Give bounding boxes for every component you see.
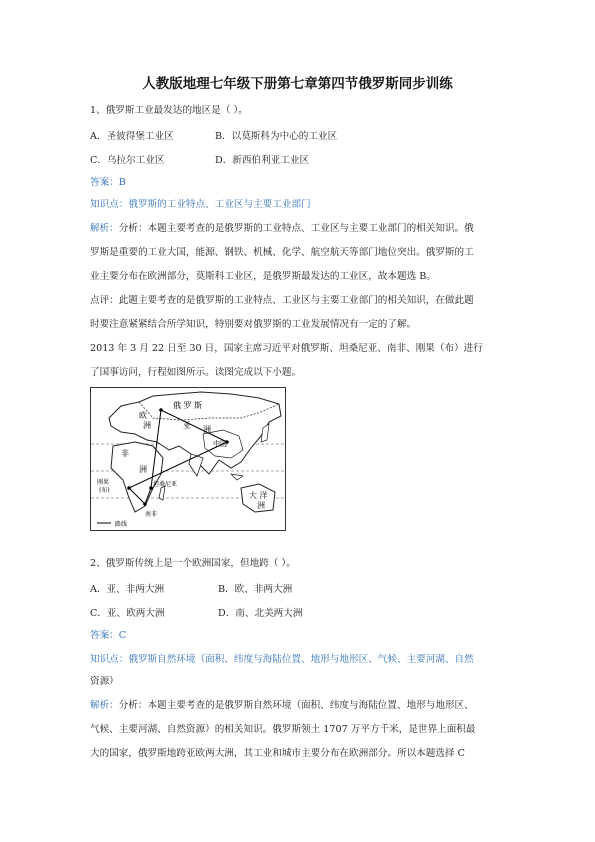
q1-analysis-line-2: 罗斯是重要的工业大国，能源、钢铁、机械、化学、航空航天等部门地位突出。俄罗斯的工	[90, 247, 474, 258]
route-map	[90, 387, 286, 531]
label-south-africa: 南非	[145, 511, 158, 518]
q1-analysis-line-3: 业主要分布在欧洲部分，莫斯科工业区，是俄罗斯最发达的工业区，故本题选 B。	[90, 271, 436, 282]
q1-option-b: B．以莫斯科为中心的工业区	[215, 131, 338, 142]
label-asia: 亚	[183, 421, 191, 430]
intro-line-2: 了国事访问，行程如图所示。读图完成以下小题。	[90, 367, 302, 378]
q1-option-c: C．乌拉尔工业区	[90, 155, 165, 166]
legend-label: 路线	[115, 521, 128, 528]
label-africa-2: 洲	[139, 465, 147, 474]
label-congo-2: (布)	[99, 487, 110, 494]
q2-knowledge-line-2: 资源）	[90, 676, 119, 687]
q2-answer: 答案：C	[90, 630, 127, 641]
moscow-dot	[159, 408, 163, 412]
label-africa: 非	[121, 449, 129, 458]
label-china: 中国	[213, 440, 227, 448]
q1-option-a: A．圣彼得堡工业区	[90, 131, 174, 142]
q2-option-c: C．亚、欧两大洲	[90, 608, 165, 619]
label-russia: 俄 罗 斯	[173, 401, 203, 410]
label-congo: 刚果	[97, 479, 110, 486]
q2-option-d: D．南、北美两大洲	[218, 608, 303, 619]
q2-analysis-label: 解析：	[90, 700, 119, 711]
q1-comment-line-2: 时要注意紧紧结合所学知识，特别要对俄罗斯的工业发展情况有一定的了解。	[90, 319, 417, 330]
world-map-figure	[91, 388, 285, 530]
south-africa-dot	[143, 502, 147, 506]
q2-option-b: B．欧、非两大洲	[218, 584, 293, 595]
madagascar-outline	[159, 486, 165, 500]
q1-knowledge: 知识点：俄罗斯的工业特点、工业区与主要工业部门	[90, 199, 311, 210]
q2-analysis-line-3: 大的国家，俄罗斯地跨亚欧两大洲，其工业和城市主要分布在欧洲部分。所以本题选择 C	[90, 748, 465, 759]
label-europe: 欧	[139, 411, 147, 420]
label-oceania-2: 洲	[257, 501, 265, 510]
q1-analysis-line-1: 解析：分析：本题主要考查的是俄罗斯的工业特点、工业区与主要工业部门的相关知识。俄	[90, 223, 474, 234]
label-asia-2: 洲	[203, 425, 211, 434]
question-1-stem: 1、俄罗斯工业最发达的地区是（ ）。	[90, 105, 248, 116]
q1-analysis-label: 解析：	[90, 223, 119, 234]
q2-analysis-line-1: 解析：分析：本题主要考查的是俄罗斯自然环境（面积、纬度与海陆位置、地形与地形区、	[90, 700, 474, 711]
congo-dot	[127, 486, 131, 490]
q2-analysis-line-2: 气候、主要河湖、自然资源）的相关知识。俄罗斯领土 1707 万平方千米，是世界上面积最	[90, 724, 476, 735]
islands-outline	[231, 474, 243, 480]
label-tanzania: 坦桑尼亚	[153, 481, 178, 488]
india-outline	[189, 454, 203, 476]
q2-knowledge-line-1: 知识点：俄罗斯自然环境（面积、纬度与海陆位置、地形与地形区、气候、主要河湖、自然	[90, 654, 474, 665]
q1-option-d: D．新西伯利亚工业区	[215, 155, 310, 166]
q1-answer: 答案：B	[90, 177, 126, 188]
q2-option-a: A．亚、非两大洲	[90, 584, 165, 595]
intro-line-1: 2013 年 3 月 22 日至 30 日，国家主席习近平对俄罗斯、坦桑尼亚、南非、刚果（布）进行	[90, 343, 483, 354]
page-title: 人教版地理七年级下册第七章第四节俄罗斯同步训练	[142, 76, 453, 92]
question-2-stem: 2、俄罗斯传统上是一个欧洲国家，但地跨（ ）。	[90, 558, 296, 569]
label-europe-2: 洲	[143, 421, 151, 430]
q1-comment-line-1: 点评：此题主要考查的是俄罗斯的工业特点、工业区与主要工业部门的相关知识，在做此题	[90, 295, 474, 306]
label-oceania: 大 洋	[249, 491, 268, 500]
